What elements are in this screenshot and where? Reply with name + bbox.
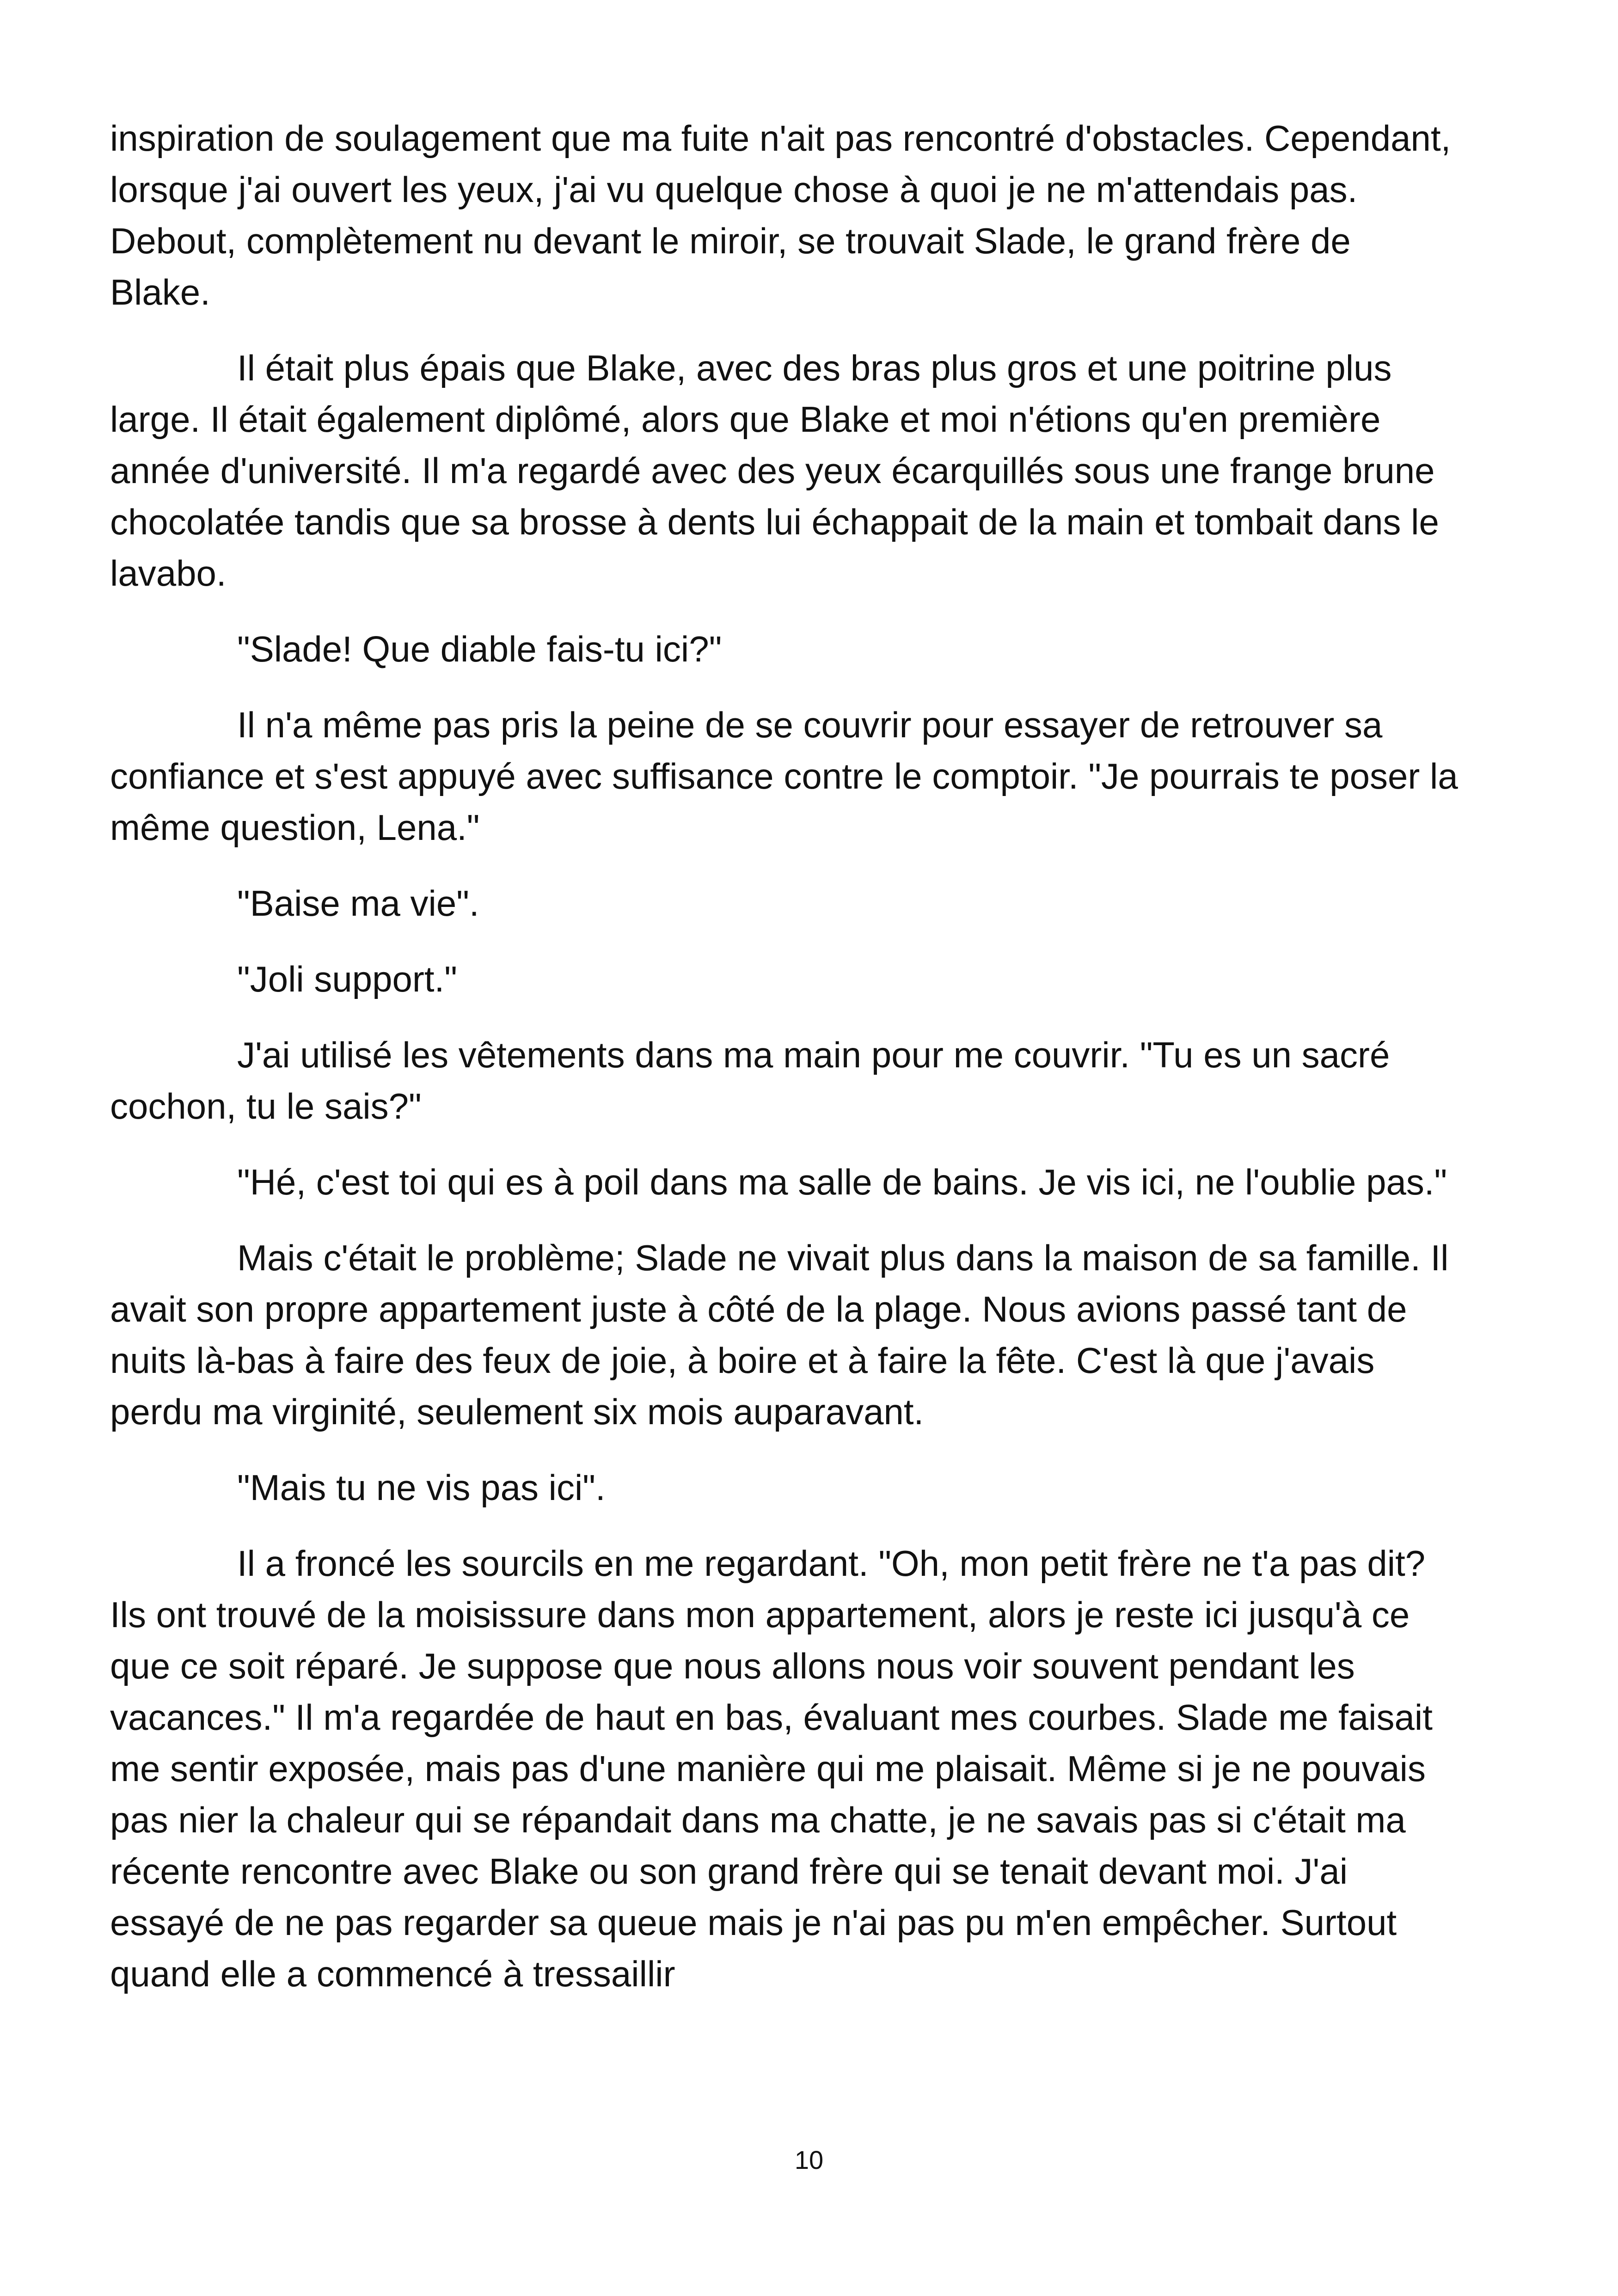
paragraph-5: "Baise ma vie". bbox=[237, 883, 479, 924]
paragraph-4: Il n'a même pas pris la peine de se couvrir pour essayer de retrouver sa confiance et s'est appuyé avec suffisance contre le comptoir. "Je pourrais te poser la même question, Lena." bbox=[110, 704, 1458, 848]
paragraph-3: "Slade! Que diable fais-tu ici?" bbox=[237, 629, 722, 669]
paragraph-9: Mais c'était le problème; Slade ne vivait plus dans la maison de sa famille. Il avait son propre appartement juste à côté de la plage. Nous avions passé tant de nuits là-bas à faire des feux de joie, à boire et à faire la fête. C'est là que j'avais perdu ma virginité, seulement six mois auparavant. bbox=[110, 1237, 1449, 1432]
paragraph-2: Il était plus épais que Blake, avec des bras plus gros et une poitrine plus large. Il était également diplômé, alors que Blake et moi n'étions qu'en première année d'université. Il m'a regardé avec des yeux écarquillés sous une frange brune chocolatée tandis que sa brosse à dents lui échappait de la main et tombait dans le lavabo. bbox=[110, 348, 1439, 594]
paragraph-10: "Mais tu ne vis pas ici". bbox=[237, 1467, 606, 1508]
paragraph-11: Il a froncé les sourcils en me regardant. "Oh, mon petit frère ne t'a pas dit? Ils ont trouvé de la moisissure dans mon appartement, alors je reste ici jusqu'à ce que ce soit réparé. Je suppose que nous allons nous voir souvent pendant les vacances." Il m'a regardée de haut en bas, évaluant mes courbes. Slade me faisait me sentir exposée, mais pas d'une manière qui me plaisait. Même si je ne pouvais pas nier la chaleur qui se répandait dans ma chatte, je ne savais pas si c'était ma récente rencontre avec Blake ou son grand frère qui se tenait devant moi. J'ai essayé de ne pas regarder sa queue mais je n'ai pas pu m'en empêcher. Surtout quand elle a commencé à tressaillir bbox=[110, 1543, 1433, 1994]
paragraph-1: inspiration de soulagement que ma fuite n'ait pas rencontré d'obstacles. Cependant, lorsque j'ai ouvert les yeux, j'ai vu quelque chose à quoi je ne m'attendais pas. Debout, complètement nu devant le miroir, se trouvait Slade, le grand frère de Blake. bbox=[110, 118, 1451, 312]
page-number: 10 bbox=[794, 2145, 824, 2174]
paragraph-6: "Joli support." bbox=[237, 959, 457, 999]
paragraph-8: "Hé, c'est toi qui es à poil dans ma salle de bains. Je vis ici, ne l'oublie pas." bbox=[237, 1162, 1447, 1202]
body-text bbox=[110, 113, 1460, 2024]
paragraph-7: J'ai utilisé les vêtements dans ma main pour me couvrir. "Tu es un sacré cochon, tu le sais?" bbox=[110, 1035, 1390, 1127]
